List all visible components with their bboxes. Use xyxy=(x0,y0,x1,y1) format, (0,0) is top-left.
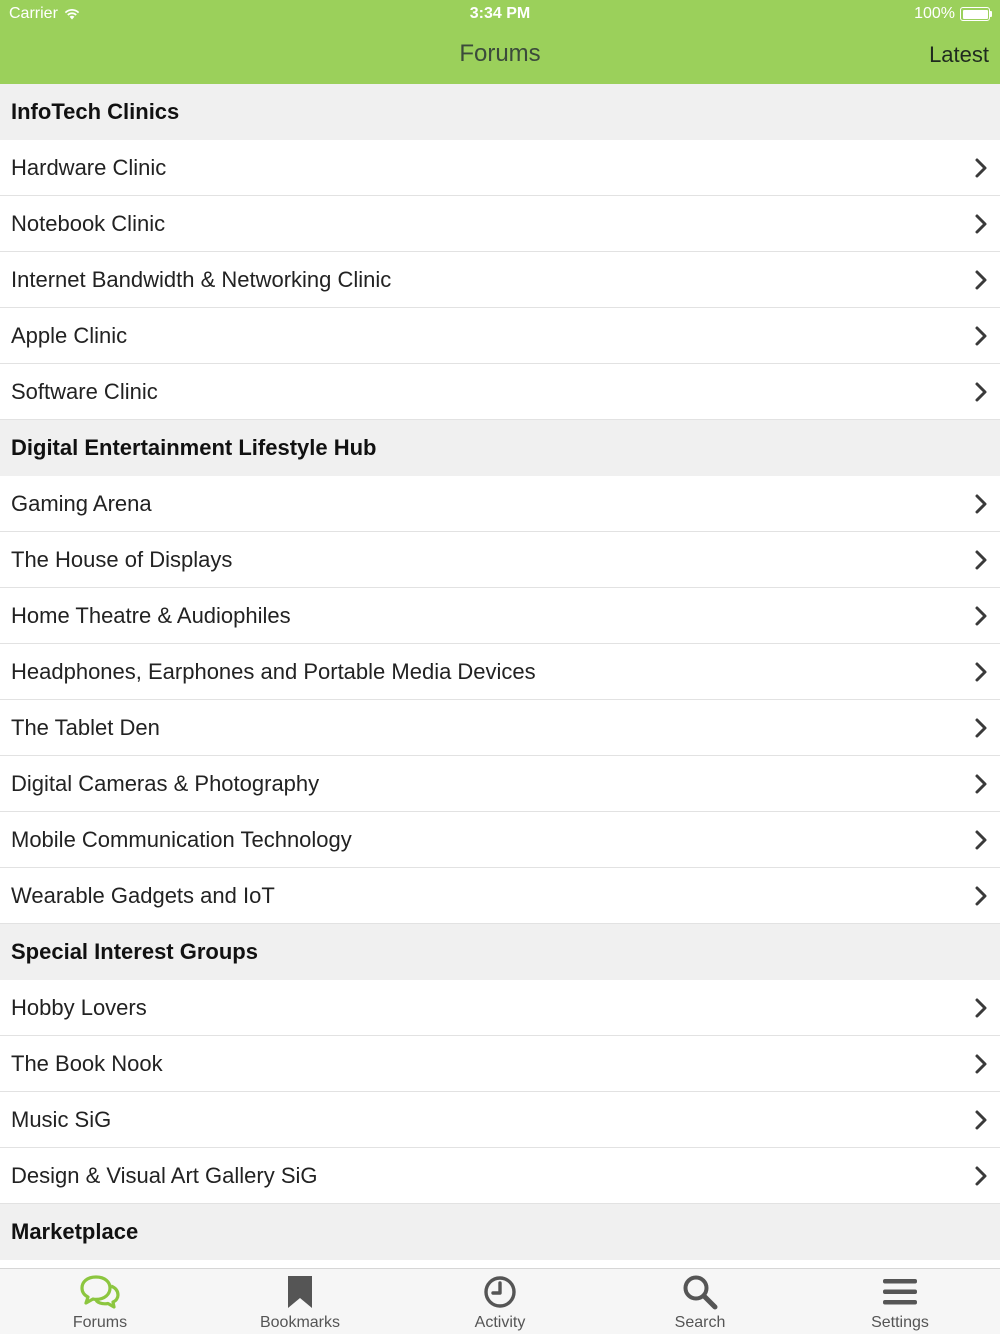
chevron-right-icon xyxy=(974,213,988,235)
menu-icon xyxy=(880,1273,920,1311)
tab-label: Search xyxy=(674,1314,726,1331)
chevron-right-icon xyxy=(974,997,988,1019)
status-bar xyxy=(0,0,1000,28)
forum-row[interactable] xyxy=(0,196,1000,252)
forum-row-label: The Tablet Den xyxy=(11,714,160,740)
chevron-right-icon xyxy=(974,1165,988,1187)
tab-label: Bookmarks xyxy=(259,1314,341,1331)
forum-row-label: Notebook Clinic xyxy=(11,210,166,236)
forum-row-label: Design & Visual Art Gallery SiG xyxy=(11,1162,318,1188)
forum-row-label: Mobile Communication Technology xyxy=(11,826,352,852)
chevron-right-icon xyxy=(974,269,988,291)
tab-settings[interactable] xyxy=(800,1269,1000,1334)
forum-row-label: The House of Displays xyxy=(11,546,233,572)
forum-row-label: Home Theatre & Audiophiles xyxy=(11,602,291,628)
search-icon xyxy=(680,1273,720,1311)
forum-row[interactable] xyxy=(0,700,1000,756)
section-header: Marketplace xyxy=(0,1204,1000,1260)
chevron-right-icon xyxy=(974,829,988,851)
forum-row-label: Music SiG xyxy=(11,1106,112,1132)
forum-row-label: Wearable Gadgets and IoT xyxy=(11,882,275,908)
section-header: InfoTech Clinics xyxy=(0,84,1000,140)
tab-activity[interactable] xyxy=(400,1269,600,1334)
carrier-label: Carrier xyxy=(9,5,58,22)
forum-row[interactable] xyxy=(0,532,1000,588)
forum-row[interactable] xyxy=(0,868,1000,924)
chevron-right-icon xyxy=(974,549,988,571)
forum-row-label: Hobby Lovers xyxy=(11,994,147,1020)
tab-label: Settings xyxy=(871,1314,929,1331)
forum-row[interactable] xyxy=(0,252,1000,308)
page-title: Forums xyxy=(459,40,541,67)
forum-row[interactable] xyxy=(0,1036,1000,1092)
top-bar xyxy=(0,0,1000,84)
latest-button[interactable]: Latest xyxy=(929,42,989,67)
chevron-right-icon xyxy=(974,717,988,739)
chevron-right-icon xyxy=(974,381,988,403)
battery-percent: 100% xyxy=(914,5,955,22)
chevron-right-icon xyxy=(974,1053,988,1075)
forum-row[interactable] xyxy=(0,588,1000,644)
forum-row[interactable] xyxy=(0,644,1000,700)
forum-row-label: Headphones, Earphones and Portable Media Devices xyxy=(11,658,536,684)
chevron-right-icon xyxy=(974,773,988,795)
tab-forums[interactable] xyxy=(0,1269,200,1334)
bookmark-icon xyxy=(280,1273,320,1311)
chevron-right-icon xyxy=(974,605,988,627)
chevron-right-icon xyxy=(974,325,988,347)
forum-row-label: Software Clinic xyxy=(11,378,158,404)
forum-row[interactable] xyxy=(0,1148,1000,1204)
tab-bookmarks[interactable] xyxy=(200,1269,400,1334)
chevron-right-icon xyxy=(974,661,988,683)
status-time: 3:34 PM xyxy=(469,5,531,22)
forum-list[interactable] xyxy=(0,84,1000,1268)
section-header: Special Interest Groups xyxy=(0,924,1000,980)
tab-label: Forums xyxy=(72,1314,128,1331)
forum-row[interactable] xyxy=(0,756,1000,812)
forum-row[interactable] xyxy=(0,980,1000,1036)
forum-row[interactable] xyxy=(0,308,1000,364)
forum-row[interactable] xyxy=(0,364,1000,420)
chevron-right-icon xyxy=(974,157,988,179)
battery-indicator xyxy=(914,5,992,23)
forum-row-label: Apple Clinic xyxy=(11,322,128,348)
tab-search[interactable] xyxy=(600,1269,800,1334)
forum-row-label: The Book Nook xyxy=(11,1050,163,1076)
section-header: Digital Entertainment Lifestyle Hub xyxy=(0,420,1000,476)
tab-label: Activity xyxy=(474,1314,526,1331)
clock-icon xyxy=(480,1273,520,1311)
battery-icon xyxy=(960,7,992,21)
forum-row[interactable] xyxy=(0,140,1000,196)
forum-row[interactable] xyxy=(0,1092,1000,1148)
chevron-right-icon xyxy=(974,493,988,515)
forum-row[interactable] xyxy=(0,812,1000,868)
chevron-right-icon xyxy=(974,1109,988,1131)
forum-row-label: Hardware Clinic xyxy=(11,154,167,180)
chat-bubbles-icon xyxy=(80,1273,120,1311)
tab-bar xyxy=(0,1268,1000,1334)
forum-row-label: Gaming Arena xyxy=(11,490,152,516)
forum-row-label: Digital Cameras & Photography xyxy=(11,770,320,796)
forum-row[interactable] xyxy=(0,476,1000,532)
chevron-right-icon xyxy=(974,885,988,907)
forum-row-label: Internet Bandwidth & Networking Clinic xyxy=(11,266,392,292)
